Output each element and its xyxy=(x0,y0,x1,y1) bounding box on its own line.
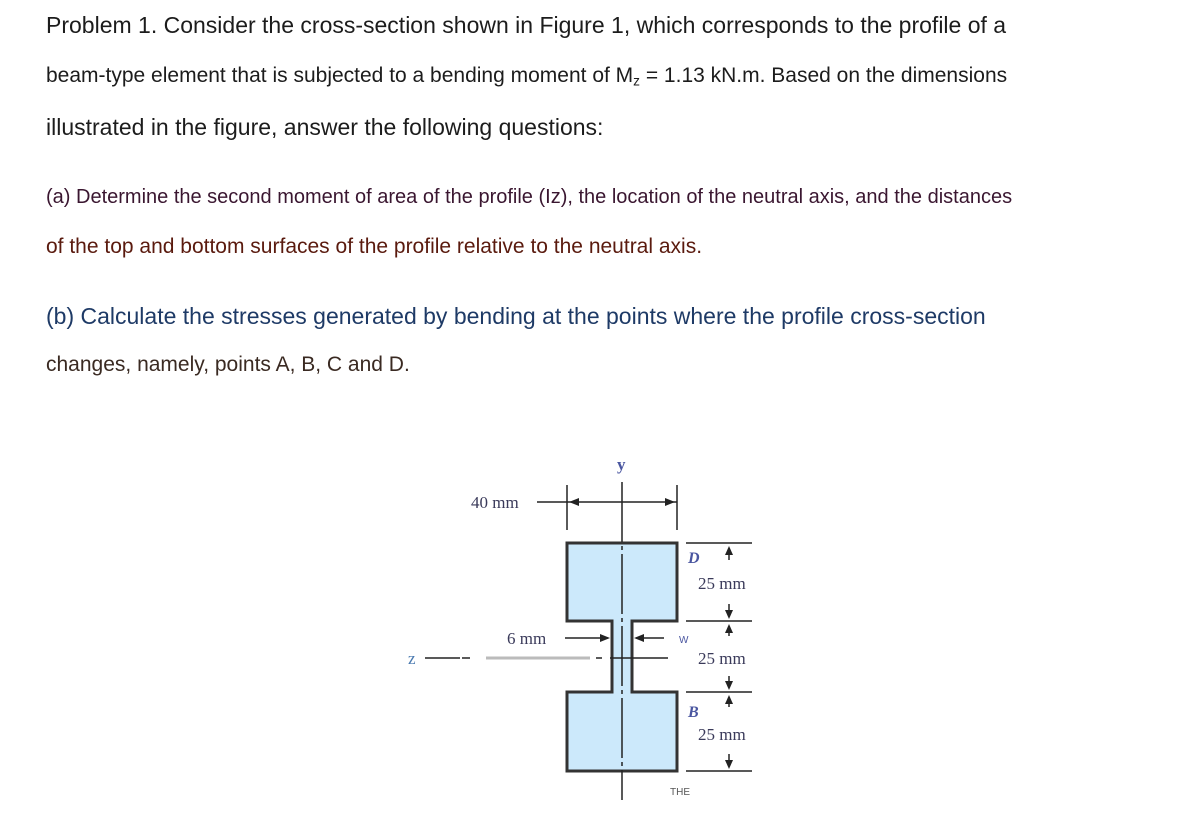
web-annotation: W xyxy=(679,635,689,646)
y-axis-label: y xyxy=(617,455,626,474)
web-height-label: 25 mm xyxy=(698,649,746,668)
bottom-annotation: THE xyxy=(670,787,690,798)
problem-line-2-pre: beam-type element that is subjected to a bending moment of M xyxy=(46,64,634,87)
moment-subscript: z xyxy=(633,73,640,89)
point-d-label: D xyxy=(688,550,700,567)
z-axis-label: z xyxy=(408,649,416,668)
part-b-line-1: (b) Calculate the stresses generated by bending at the points where the profile cross-section xyxy=(46,303,986,329)
top-flange-height-label: 25 mm xyxy=(698,574,746,593)
problem-line-3: illustrated in the figure, answer the following questions: xyxy=(46,114,604,140)
part-a-line-1: (a) Determine the second moment of area of the profile (Iz), the location of the neutral axis, and the distances xyxy=(46,186,1013,208)
point-b-label: B xyxy=(688,704,699,721)
part-a-line-2: of the top and bottom surfaces of the profile relative to the neutral axis. xyxy=(46,235,703,258)
problem-line-2-post: = 1.13 kN.m. Based on the dimensions xyxy=(640,64,1008,87)
flange-width-label: 40 mm xyxy=(471,493,519,512)
bottom-flange-height-label: 25 mm xyxy=(698,725,746,744)
part-b-line-2: changes, namely, points A, B, C and D. xyxy=(46,353,410,376)
web-thickness-label: 6 mm xyxy=(507,629,547,648)
problem-line-1: Problem 1. Consider the cross-section shown in Figure 1, which corresponds to the profile of a xyxy=(46,12,1007,38)
